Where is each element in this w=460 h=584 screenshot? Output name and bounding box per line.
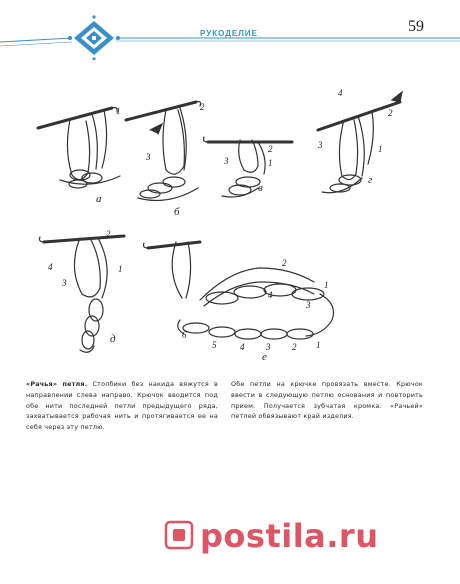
figure-label-g: г — [368, 174, 373, 186]
callout-4: 4 — [48, 262, 53, 272]
term-crab-stitch: «Рачья» петля. — [26, 380, 88, 388]
callout-3: 3 — [266, 342, 271, 352]
callout-2: 2 — [268, 144, 273, 154]
callout-5: 5 — [212, 340, 217, 350]
instruction-paragraph-right: Обе петли на крючке провязать вместе. Крючок ввести в следующую петлю основания и повторить прием. Получается зубчатая кромка. «Рачьей» петлей обвязывают край изделия. — [231, 380, 423, 421]
instruction-paragraph-left: Столбики без накида вяжутся в направлении слева направо. Крючок вводится под обе нити последней петли предыдущего ряда, захватывается рабочая нить и протягивается ее на себя через эту петлю. — [26, 380, 218, 432]
figure-label-e: е — [262, 351, 267, 363]
figure-label-v: в — [258, 182, 263, 194]
ornament-emblem-icon — [68, 15, 120, 60]
figure-v — [204, 137, 293, 197]
callout-4: 4 — [268, 290, 273, 300]
figure-label-d: д — [110, 333, 116, 345]
callout-3: 3 — [146, 152, 151, 162]
figure-label-b: б — [174, 206, 180, 218]
section-title: РУКОДЕЛИЕ — [200, 29, 258, 38]
callout-1: 1 — [324, 280, 329, 290]
callout-3: 3 — [224, 156, 229, 166]
callout-4: 4 — [240, 342, 245, 352]
figure-e — [144, 242, 334, 339]
callout-2: 2 — [388, 108, 393, 118]
callout-4: 4 — [338, 88, 343, 98]
callout-3: 3 — [306, 300, 311, 310]
callout-2: 2 — [106, 229, 111, 239]
callout-1: 1 — [378, 144, 383, 154]
callout-1: 1 — [316, 340, 321, 350]
page-number: 59 — [408, 18, 424, 35]
callout-6: 6 — [182, 330, 187, 340]
figure-label-a: а — [96, 193, 102, 205]
instruction-text-left — [26, 379, 218, 433]
figure-a — [38, 108, 120, 189]
crochet-illustrations — [0, 70, 460, 370]
postila-logo-icon — [160, 516, 200, 556]
callout-3: 3 — [62, 278, 67, 288]
callout-3: 3 — [318, 140, 323, 150]
instruction-text-right — [231, 379, 423, 422]
callout-2: 2 — [282, 258, 287, 268]
watermark-text: postila.ru — [200, 517, 379, 555]
callout-1: 1 — [268, 158, 273, 168]
page-header — [0, 0, 460, 60]
callout-1: 1 — [118, 264, 123, 274]
figure-b — [126, 102, 201, 201]
callout-2: 2 — [200, 102, 205, 112]
callout-1: 1 — [116, 106, 121, 116]
callout-2: 2 — [292, 342, 297, 352]
